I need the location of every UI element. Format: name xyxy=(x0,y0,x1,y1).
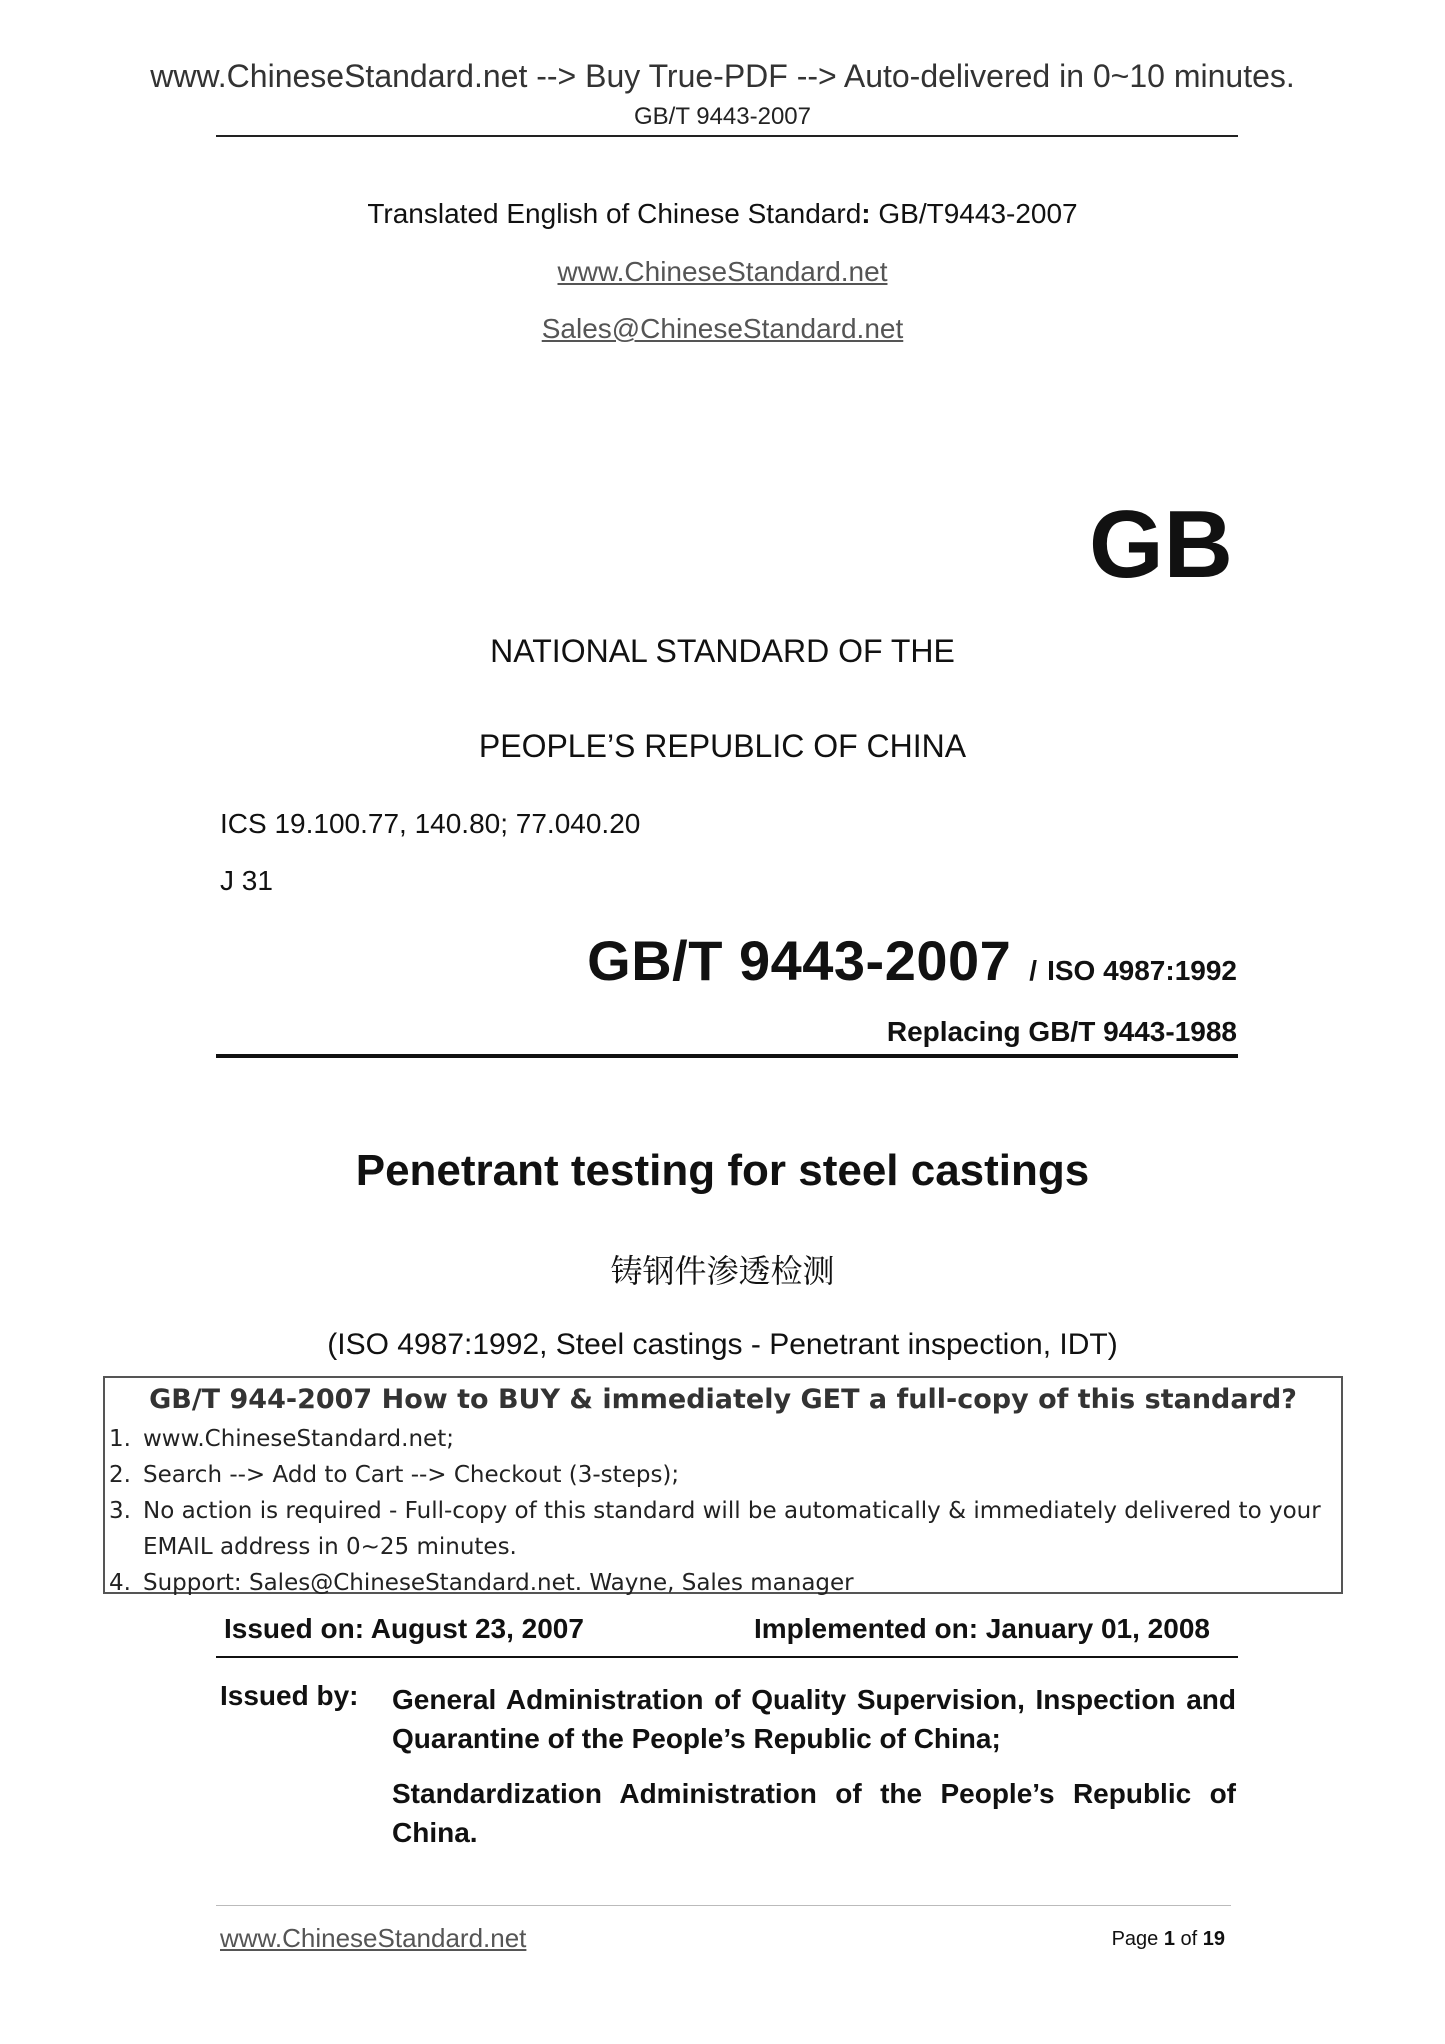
title-divider xyxy=(216,1054,1238,1058)
header-banner: www.ChineseStandard.net --> Buy True-PDF --> Auto-delivered in 0~10 minutes. xyxy=(150,58,1295,94)
header-divider xyxy=(216,135,1238,137)
page-of: of xyxy=(1174,1928,1203,1950)
purchase-heading: GB/T 944-2007 How to BUY & immediately GET a full-copy of this standard? xyxy=(149,1384,1297,1415)
purchase-step xyxy=(107,1421,1341,1457)
gb-logo-mark: GB xyxy=(1089,491,1233,598)
national-standard-line1: NATIONAL STANDARD OF THE xyxy=(490,633,955,669)
j-code: J 31 xyxy=(220,865,273,896)
page-indicator xyxy=(1112,1928,1225,1951)
standard-separator: / xyxy=(1029,955,1038,986)
purchase-step xyxy=(107,1565,1341,1601)
email-link[interactable]: Sales@ChineseStandard.net xyxy=(541,313,904,344)
national-standard-line2: PEOPLE’S REPUBLIC OF CHINA xyxy=(478,728,967,764)
step-number: 3. xyxy=(109,1498,131,1524)
iso-equivalence-note: (ISO 4987:1992, Steel castings - Penetrant inspection, IDT) xyxy=(327,1328,1118,1361)
step-number: 4. xyxy=(109,1570,131,1596)
document-title: Penetrant testing for steel castings xyxy=(355,1146,1090,1195)
step-number: 2. xyxy=(109,1462,131,1488)
purchase-info-box xyxy=(103,1376,1343,1594)
issuer-aqsiq: General Administration of Quality Supervision, Inspection and Quarantine of the People’s Republic of China; xyxy=(392,1684,1236,1754)
email-link-row xyxy=(0,313,1445,345)
page-current: 1 xyxy=(1163,1928,1175,1950)
purchase-steps-list xyxy=(105,1421,1341,1601)
translated-title xyxy=(0,198,1445,230)
step-text[interactable]: www.ChineseStandard.net; xyxy=(143,1426,454,1452)
step-text: Support: Sales@ChineseStandard.net. Wayne, Sales manager xyxy=(143,1570,854,1596)
header-standard-code: GB/T 9443-2007 xyxy=(633,103,811,130)
site-link[interactable]: www.ChineseStandard.net xyxy=(557,256,888,287)
translated-prefix: Translated English of Chinese Standard xyxy=(367,198,862,229)
step-text: Search --> Add to Cart --> Checkout (3-steps); xyxy=(143,1462,680,1488)
issued-date: Issued on: August 23, 2007 xyxy=(224,1613,584,1644)
issued-by-label: Issued by: xyxy=(220,1680,359,1711)
implemented-date: Implemented on: January 01, 2008 xyxy=(754,1613,1210,1644)
translated-colon: : xyxy=(861,198,871,229)
issuer-sac: Standardization Administration of the People’s Republic of China. xyxy=(392,1778,1236,1848)
standard-number-line xyxy=(587,928,1237,993)
step-number: 1. xyxy=(109,1426,131,1452)
site-link-row xyxy=(0,256,1445,288)
page-total: 19 xyxy=(1202,1928,1225,1950)
dates-row xyxy=(224,1613,1234,1645)
purchase-step xyxy=(107,1493,1341,1565)
step-text: No action is required - Full-copy of this standard will be automatically & immediately delivered to your EMAIL address in 0~25 minutes. xyxy=(143,1498,1321,1560)
chinese-title: 铸钢件渗透检测 xyxy=(610,1252,835,1290)
standard-number: GB/T 9443-2007 xyxy=(587,929,1012,992)
dates-divider xyxy=(216,1656,1238,1658)
translated-code: GB/T9443-2007 xyxy=(870,198,1078,229)
iso-equivalent: ISO 4987:1992 xyxy=(1047,955,1237,986)
purchase-step xyxy=(107,1457,1341,1493)
replacing-standard: Replacing GB/T 9443-1988 xyxy=(886,1016,1237,1047)
footer-site-link[interactable]: www.ChineseStandard.net xyxy=(220,1923,527,1953)
page-prefix: Page xyxy=(1111,1928,1164,1950)
ics-code: ICS 19.100.77, 140.80; 77.040.20 xyxy=(220,808,641,839)
footer-divider xyxy=(216,1905,1231,1906)
